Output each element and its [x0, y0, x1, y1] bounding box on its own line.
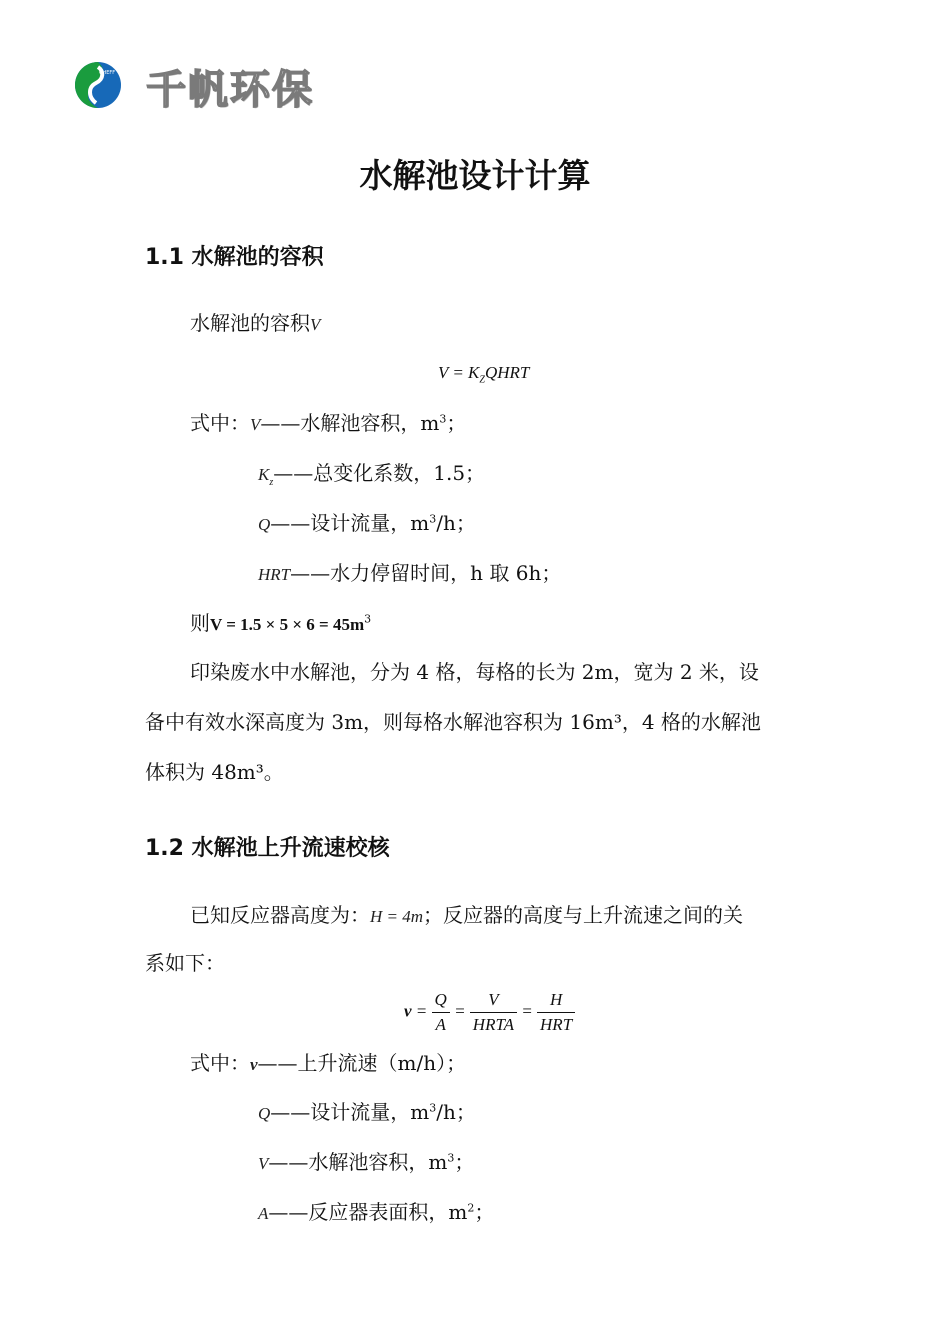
brand-name: 千帆环保	[146, 67, 314, 113]
def-symbol: V	[258, 1154, 269, 1173]
def-symbol: HRT	[258, 565, 291, 584]
section2-para-line-1: 已知反应器高度为：H = 4m；反应器的高度与上升流速之间的关	[190, 903, 744, 927]
para-line-3: 体积为 48m³。	[145, 760, 284, 784]
def-symbol: Q	[258, 515, 271, 534]
def-symbol: v	[250, 1055, 258, 1074]
para-line-1: 印染废水中水解池，分为 4 格，每格的长为 2m，宽为 2 米，设	[190, 660, 759, 684]
velocity-formula: v = $\frac{Q}{A}$ = $\frac{V}{\text{HRTA}}$ = $\frac{H}{\text{HRT}}$	[404, 988, 575, 1037]
def-row-q2: Q——设计流量，$m^3/h$；	[258, 1100, 476, 1124]
def-row-v2: V——水解池容积，$m^3$；	[258, 1150, 475, 1174]
def-row-v: 式中：V——水解池容积，$m^3$；	[190, 411, 467, 435]
def-symbol: A	[258, 1204, 269, 1223]
def-row-kz: $K_z——$总变化系数，1.5；	[258, 461, 486, 488]
para-line-2: 备中有效水深高度为 3m，则每格水解池容积为 16m³，4 格的水解池	[145, 710, 761, 734]
intro-text: 水解池的容积	[190, 311, 310, 335]
logo-text: CHEFF	[99, 70, 116, 76]
def-symbol: Q	[258, 1104, 271, 1123]
def-row-hrt: HRT——水力停留时间，h 取 6h；	[258, 561, 562, 585]
volume-result: 则$V = 1.5 \times 5 \times 6 = 45m^3$	[190, 611, 372, 635]
volume-formula: $V = K_ZQHRT$	[438, 363, 530, 386]
where-label: 式中：	[190, 411, 250, 435]
section1-intro	[190, 313, 320, 333]
intro-var: V	[310, 315, 321, 334]
section-heading-1: 1.1 水解池的容积	[145, 245, 324, 270]
def-symbol: V	[250, 415, 261, 434]
section2-para-line-2: 系如下：	[145, 951, 225, 975]
company-logo-icon	[74, 61, 122, 109]
def-symbol: K	[258, 465, 270, 484]
document-title: 水解池设计计算	[359, 156, 591, 195]
def-row-q: Q——设计流量，$m^3/h$；	[258, 511, 476, 535]
def-row-a: A——反应器表面积，$m^2$；	[258, 1200, 495, 1224]
section-heading-2: 1.2 水解池上升流速校核	[145, 836, 390, 861]
def-row-velocity: 式中：v——上升流速（m/h）；	[190, 1051, 467, 1075]
